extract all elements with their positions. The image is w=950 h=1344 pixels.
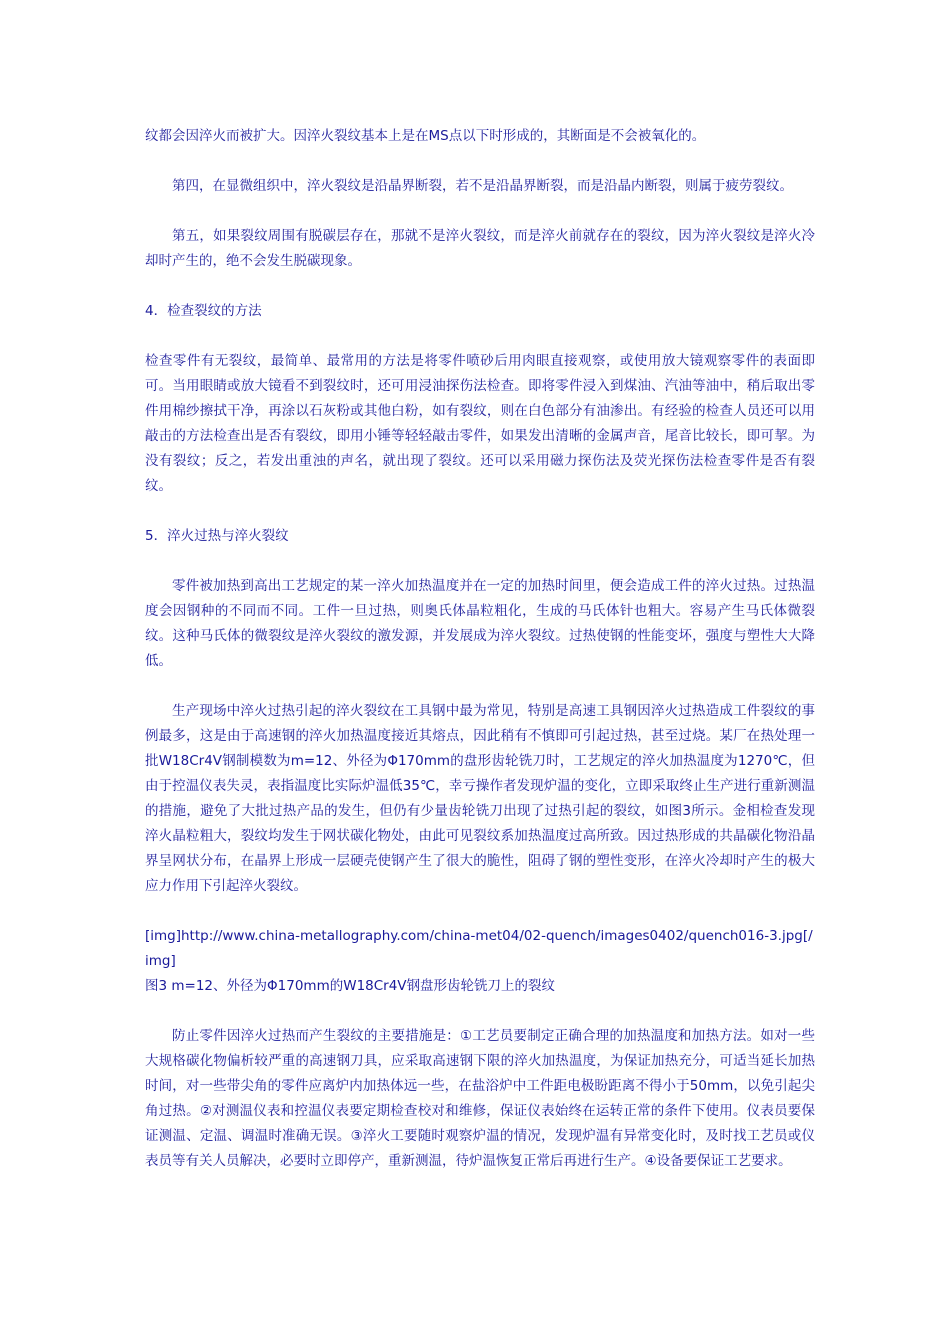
paragraph-production-case: 生产现场中淬火过热引起的淬火裂纹在工具钢中最为常见，特别是高速工具钢因淬火过热造成工件裂纹的事例最多，这是由于高速钢的淬火加热温度接近其熔点，因此稍有不慎即可引起过热，甚至过烧。某厂在热处理一批W18Cr4V钢制模数为m=12、外径为Φ170mm的盘形齿轮铣刀时，工艺规定的淬火加热温度为1270℃，但由于控温仪表失灵，表指温度比实际炉温低35℃，幸亏操作者发现炉温的变化，立即采取终止生产进行重新测温的措施，避免了大批过热产品的发生，但仍有少量齿轮铣刀出现了过热引起的裂纹，如图3所示。金相检查发现淬火晶粒粗大，裂纹均发生于网状碳化物处，由此可见裂纹系加热温度过高所致。因过热形成的共晶碳化物沿晶界呈网状分布，在晶界上形成一层硬壳使钢产生了很大的脆性，阻碍了钢的塑性变形，在淬火冷却时产生的极大应力作用下引起淬火裂纹。 xyxy=(145,703,815,894)
paragraph-overheating: 零件被加热到高出工艺规定的某一淬火加热温度并在一定的加热时间里，便会造成工件的淬火过热。过热温度会因钢种的不同而不同。工件一旦过热，则奥氏体晶粒粗化，生成的马氏体针也粗大。容易产生马氏体微裂纹。这种马氏体的微裂纹是淬火裂纹的激发源，并发展成为淬火裂纹。过热使钢的性能变坏，强度与塑性大大降低。 xyxy=(145,578,815,669)
document-page xyxy=(145,124,815,1199)
paragraph-prevention-measures: 防止零件因淬火过热而产生裂纹的主要措施是：①工艺员要制定正确合理的加热温度和加热方法。如对一些大规格碳化物偏析较严重的高速钢刀具，应采取高速钢下限的淬火加热温度，为保证加热充分，可适当延长加热时间，对一些带尖角的零件应离炉内加热体远一些，在盐浴炉中工件距电极盼距离不得小于50mm，以免引起尖角过热。②对测温仪表和控温仪表要定期检查校对和维修，保证仪表始终在运转正常的条件下使用。仪表员要保证测温、定温、调温时准确无误。③淬火工要随时观察炉温的情况，发现炉温有异常变化时，及时找工艺员或仪表员等有关人员解决，必要时立即停产，重新测温，待炉温恢复正常后再进行生产。④设备要保证工艺要求。 xyxy=(145,1028,815,1169)
paragraph-crack-inspection: 检查零件有无裂纹，最简单、最常用的方法是将零件喷砂后用肉眼直接观察，或使用放大镜观察零件的表面即可。当用眼睛或放大镜看不到裂纹时，还可用浸油探伤法检查。即将零件浸入到煤油、汽油等油中，稍后取出零件用棉纱擦拭干净，再涂以石灰粉或其他白粉，如有裂纹，则在白色部分有油渗出。有经验的检查人员还可以用敲击的方法检查出是否有裂纹，即用小锤等轻轻敲击零件，如果发出清晰的金属声音，尾音比较长，即可挈。为没有裂纹；反之，若发出重浊的声名，就出现了裂纹。还可以采用磁力探伤法及荧光探伤法检查零件是否有裂纹。 xyxy=(145,353,815,494)
section-heading-5: 5．淬火过热与淬火裂纹 xyxy=(145,528,289,544)
figure-caption: 图3 m=12、外径为Φ170mm的W18Cr4V钢盘形齿轮铣刀上的裂纹 xyxy=(145,978,556,994)
paragraph-fifth-criterion: 第五，如果裂纹周围有脱碳层存在，那就不是淬火裂纹，而是淬火前就存在的裂纹，因为淬火裂纹是淬火冷却时产生的，绝不会发生脱碳现象。 xyxy=(145,228,815,269)
figure-block xyxy=(145,924,815,999)
image-placeholder-text: [img]http://www.china-metallography.com/china-met04/02-quench/images0402/quench016-3.jpg[/img] xyxy=(145,928,813,969)
section-heading-4: 4．检查裂纹的方法 xyxy=(145,303,262,319)
paragraph-quench-crack-fracture: 纹都会因淬火而被扩大。因淬火裂纹基本上是在MS点以下时形成的，其断面是不会被氧化的。 xyxy=(145,128,706,144)
paragraph-fourth-criterion: 第四，在显微组织中，淬火裂纹是沿晶界断裂，若不是沿晶界断裂，而是沿晶内断裂，则属于疲劳裂纹。 xyxy=(172,178,793,194)
